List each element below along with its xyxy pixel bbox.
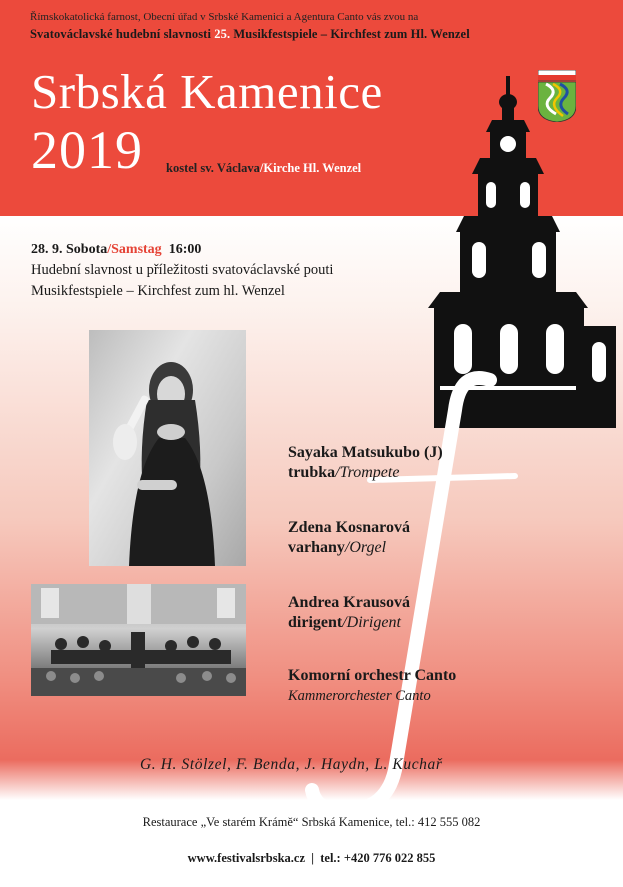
church-name-cz: kostel sv. Václava: [166, 161, 260, 175]
restaurant-info: Restaurace „Ve starém Krámě“ Srbská Kamenice, tel.: 412 555 082: [142, 815, 481, 829]
performer-role-de: /Dirigent: [342, 614, 401, 631]
contact-info: www.festivalsrbska.cz | tel.: +420 776 022 855: [187, 851, 436, 865]
performer-name: Komorní orchestr Canto: [288, 667, 457, 684]
event-time: 16:00: [168, 242, 202, 257]
festival-name-part1: Svatováclavské hudební slavnosti: [30, 27, 215, 41]
event-description-cz: Hudební slavnost u příležitosti svatováclavské pouti: [31, 262, 334, 278]
performer-1: [288, 443, 443, 483]
performer-role-cz: trubka: [288, 464, 336, 481]
trumpeter-photo: [89, 330, 246, 566]
performer-name: Zdena Kosnarová: [288, 519, 410, 536]
performer-role-de: /Orgel: [344, 539, 387, 556]
festival-number: 25.: [214, 27, 231, 41]
church-name-de: /Kirche Hl. Wenzel: [259, 161, 362, 175]
performer-2: [288, 518, 410, 558]
composers-list: G. H. Stölzel, F. Benda, J. Haydn, L. Kuchař: [140, 756, 443, 773]
poster-year: 2019: [31, 120, 143, 180]
event-date-cz: 28. 9. Sobota: [31, 242, 108, 257]
performer-role-de: /Trompete: [335, 464, 400, 481]
performer-role-cz: dirigent: [288, 614, 343, 631]
performer-name: Sayaka Matsukubo (J): [288, 444, 443, 461]
performer-name: Andrea Krausová: [288, 594, 410, 611]
performer-3: [288, 593, 410, 633]
event-description-de: Musikfestspiele – Kirchfest zum hl. Wenzel: [31, 283, 285, 299]
event-day-de: /Samstag: [107, 242, 162, 257]
intro-line: Římskokatolická farnost, Obecní úřad v Srbské Kamenici a Agentura Canto vás zvou na: [30, 11, 419, 23]
performer-4: [288, 666, 456, 706]
church-name: [166, 161, 361, 176]
poster-title: Srbská Kamenice: [31, 64, 383, 119]
orchestra-concert-photo: [31, 584, 246, 696]
festival-name-part2: Musikfestspiele – Kirchfest zum Hl. Wenzel: [230, 27, 470, 41]
performer-role-de: Kammerorchester Canto: [288, 688, 431, 704]
festival-name: [30, 27, 470, 42]
performer-role-cz: varhany: [288, 539, 345, 556]
event-date: [31, 242, 201, 258]
